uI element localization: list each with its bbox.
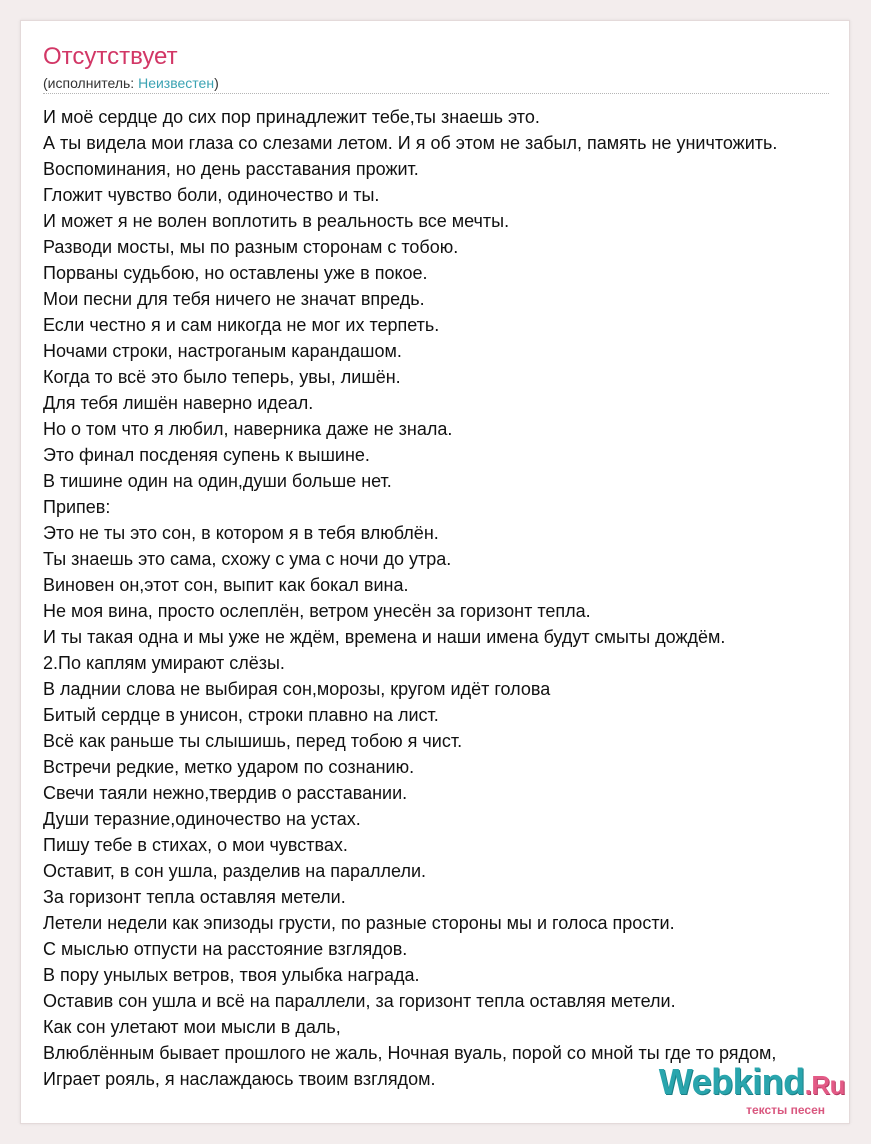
artist-prefix: (исполнитель:	[43, 75, 139, 91]
lyric-line: И моё сердце до сих пор принадлежит тебе,ты знаешь это.	[43, 107, 540, 127]
lyric-line: Разводи мосты, мы по разным сторонам с тобою.	[43, 237, 459, 257]
lyrics-text	[43, 104, 777, 1092]
lyric-line: В пору унылых ветров, твоя улыбка награда.	[43, 965, 420, 985]
lyric-line: Это не ты это сон, в котором я в тебя влюблён.	[43, 523, 439, 543]
lyric-line: Не моя вина, просто ослеплён, ветром унесён за горизонт тепла.	[43, 601, 591, 621]
lyric-line: Битый сердце в унисон, строки плавно на лист.	[43, 705, 439, 725]
divider	[43, 93, 829, 94]
lyric-line: Всё как раньше ты слышишь, перед тобою я чист.	[43, 731, 463, 751]
logo-wordmark	[645, 1063, 845, 1104]
site-logo[interactable]	[645, 1061, 845, 1117]
lyric-line: Воспоминания, но день расставания прожит.	[43, 159, 419, 179]
lyric-line: 2.По каплям умирают слёзы.	[43, 653, 285, 673]
lyric-line: Это финал посденяя супень к вышине.	[43, 445, 370, 465]
lyric-line: Пишу тебе в стихах, о мои чувствах.	[43, 835, 348, 855]
logo-tagline: тексты песен	[746, 1103, 825, 1117]
artist-line	[43, 74, 219, 92]
lyric-line: В тишине один на один,души больше нет.	[43, 471, 392, 491]
lyric-line: Ночами строки, настроганым карандашом.	[43, 341, 402, 361]
artist-link[interactable]: Неизвестен	[138, 75, 215, 91]
lyric-line: Но о том что я любил, наверника даже не знала.	[43, 419, 453, 439]
lyric-line: А ты видела мои глаза со слезами летом. И я об этом не забыл, память не уничтожить.	[43, 133, 778, 153]
logo-name: Webkind	[658, 1061, 805, 1102]
lyric-line: Летели недели как эпизоды грусти, по разные стороны мы и голоса прости.	[43, 913, 675, 933]
lyric-line: Мои песни для тебя ничего не значат впредь.	[43, 289, 425, 309]
lyric-line: Встречи редкие, метко ударом по сознанию.	[43, 757, 415, 777]
lyric-line: Если честно я и сам никогда не мог их терпеть.	[43, 315, 440, 335]
lyric-line: Влюблённым бывает прошлого не жаль, Ночная вуаль, порой со мной ты где то рядом,	[43, 1043, 777, 1063]
lyric-line: Когда то всё это было теперь, увы, лишён.	[43, 367, 401, 387]
logo-tld: .Ru	[804, 1070, 845, 1100]
lyric-line: И может я не волен воплотить в реальность все мечты.	[43, 211, 510, 231]
lyric-line: Как сон улетают мои мысли в даль,	[43, 1017, 341, 1037]
lyric-line: Оставив сон ушла и всё на параллели, за горизонт тепла оставляя метели.	[43, 991, 676, 1011]
lyric-line: Ты знаешь это сама, схожу с ума с ночи до утра.	[43, 549, 452, 569]
lyric-line: В ладнии слова не выбирая сон,морозы, кругом идёт голова	[43, 679, 551, 699]
lyric-line: Виновен он,этот сон, выпит как бокал вина.	[43, 575, 409, 595]
lyrics-card	[20, 20, 850, 1124]
lyric-line: Порваны судьбою, но оставлены уже в покое.	[43, 263, 428, 283]
lyric-line: Души теразние,одиночество на устах.	[43, 809, 361, 829]
lyric-line: Играет рояль, я наслаждаюсь твоим взглядом.	[43, 1069, 436, 1089]
lyric-line: И ты такая одна и мы уже не ждём, времена и наши имена будут смыты дождём.	[43, 627, 726, 647]
lyric-line: Оставит, в сон ушла, разделив на параллели.	[43, 861, 427, 881]
lyric-line: Припев:	[43, 497, 111, 517]
lyric-line: Гложит чувство боли, одиночество и ты.	[43, 185, 380, 205]
lyric-line: За горизонт тепла оставляя метели.	[43, 887, 346, 907]
lyric-line: Для тебя лишён наверно идеал.	[43, 393, 314, 413]
lyric-line: Свечи таяли нежно,твердив о расставании.	[43, 783, 408, 803]
lyric-line: С мыслью отпусти на расстояние взглядов.	[43, 939, 408, 959]
song-title: Отсутствует	[43, 43, 178, 70]
artist-suffix: )	[214, 75, 219, 91]
